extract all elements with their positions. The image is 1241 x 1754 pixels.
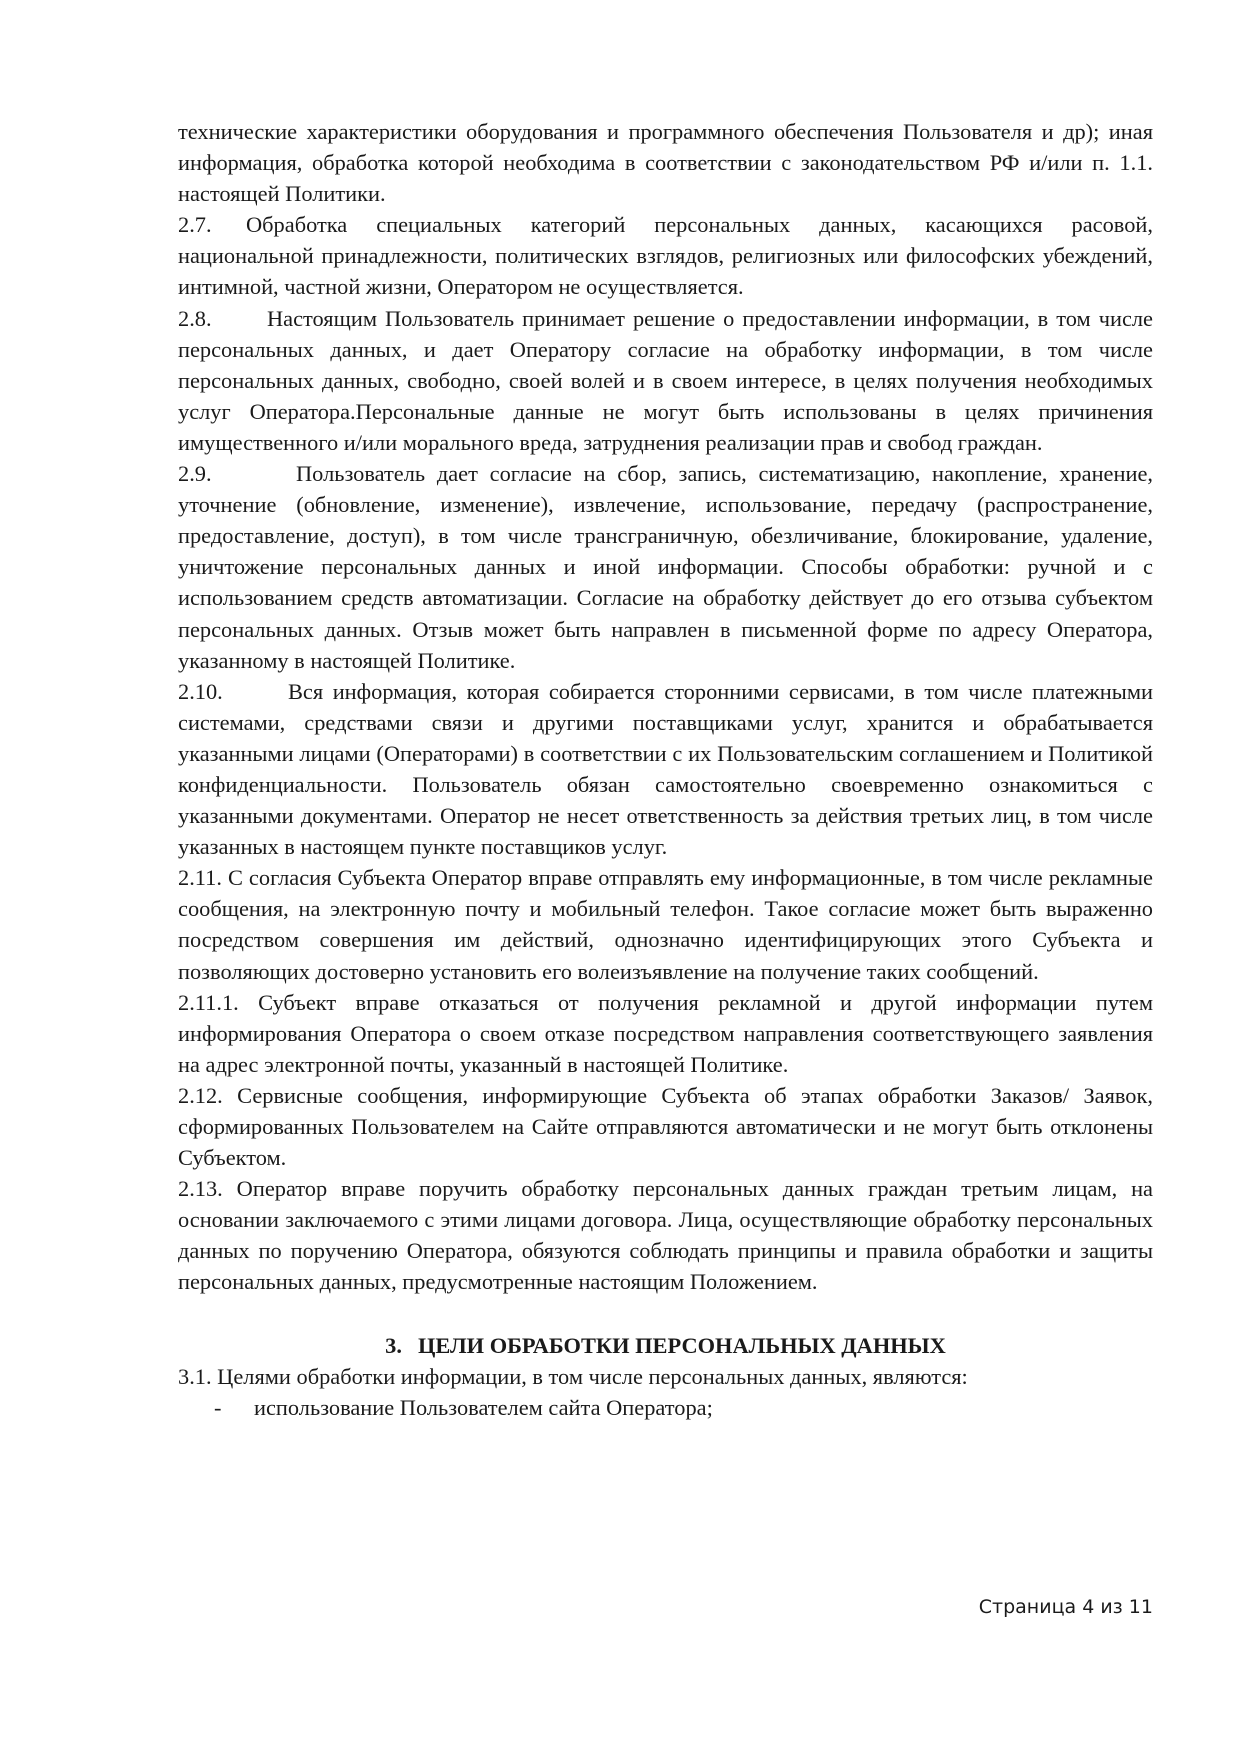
paragraph-number: 2.10. — [178, 678, 223, 704]
paragraph-number: 2.7. — [178, 212, 212, 238]
paragraph-text: 3.1. Целями обработки информации, в том числе персональных данных, являются: — [178, 1363, 968, 1389]
paragraph-number: 2.11. — [178, 865, 222, 891]
paragraph-text: технические характеристики оборудования и программного обеспечения Пользователя и др); иная информация, обработка которой необходима в соответствии с законодательством РФ и/или п. 1.1. настоящей Политики. — [178, 119, 1153, 207]
page-content — [178, 116, 1153, 1423]
paragraph-2-9 — [178, 458, 1153, 676]
section-3-heading — [178, 1330, 1153, 1361]
paragraph-text: Сервисные сообщения, информирующие Субъекта об этапах обработки Заказов/ Заявок, сформированных Пользователем на Сайте отправляются автоматически и не могут быть отклонены Субъектом. — [178, 1082, 1153, 1171]
paragraph-2-12 — [178, 1080, 1153, 1173]
paragraph-number: 2.12. — [178, 1082, 223, 1108]
paragraph-text: Оператор вправе поручить обработку персональных данных граждан третьим лицам, на основании заключаемого с этими лицами договора. Лица, осуществляющие обработку персональных данных по поручению Оператора, обязуются соблюдать принципы и правила обработки и защиты персональных данных, предусмотренные настоящим Положением. — [178, 1176, 1153, 1295]
page-number-footer: Страница 4 из 11 — [978, 1596, 1153, 1618]
section-title: ЦЕЛИ ОБРАБОТКИ ПЕРСОНАЛЬНЫХ ДАННЫХ — [417, 1332, 946, 1358]
paragraph-text: Субъект вправе отказаться от получения рекламной и другой информации путем информирования Оператора о своем отказе посредством направления соответствующего заявления на адрес электронной почты, указанный в настоящей Политике. — [178, 989, 1153, 1077]
paragraph-2-10 — [178, 676, 1153, 863]
paragraph-text: С согласия Субъекта Оператор вправе отправлять ему информационные, в том числе рекламные сообщения, на электронную почту и мобильный телефон. Такое согласие может быть выраженно посредством совершения им действий, однозначно идентифицирующих этого Субъекта и позволяющих достоверно установить его волеизъявление на получение таких сообщений. — [178, 865, 1153, 984]
bullet-dash: - — [214, 1394, 222, 1420]
paragraph-3-1 — [178, 1361, 1153, 1392]
paragraph-text: Вся информация, которая собирается сторонними сервисами, в том числе платежными системами, средствами связи и другими поставщиками услуг, хранится и обрабатывается указанными лицами (Операторами) в соответствии с их Пользовательским соглашением и Политикой конфиденциальности. Пользователь обязан самостоятельно своевременно ознакомиться с указанными документами. Оператор не несет ответственность за действия третьих лиц, в том числе указанных в настоящем пункте поставщиков услуг. — [178, 678, 1153, 860]
paragraph-2-11 — [178, 862, 1153, 986]
paragraph-2-6-continued — [178, 116, 1153, 209]
paragraph-2-11-1 — [178, 987, 1153, 1080]
paragraph-number: 2.13. — [178, 1176, 223, 1202]
paragraph-number: 2.9. — [178, 461, 212, 487]
list-item-text: использование Пользователем сайта Оператора; — [254, 1394, 713, 1420]
paragraph-number: 2.11.1. — [178, 989, 239, 1015]
paragraph-2-13 — [178, 1173, 1153, 1297]
list-item — [178, 1392, 1153, 1423]
paragraph-text: Обработка специальных категорий персональных данных, касающихся расовой, национальной принадлежности, политических взглядов, религиозных или философских убеждений, интимной, частной жизни, Оператором не осуществляется. — [178, 212, 1153, 300]
paragraph-2-8 — [178, 303, 1153, 458]
paragraph-number: 2.8. — [178, 305, 212, 331]
paragraph-text: Пользователь дает согласие на сбор, запись, систематизацию, накопление, хранение, уточнение (обновление, изменение), извлечение, использование, передачу (распространение, предоставление, доступ), в том числе трансграничную, обезличивание, блокирование, удаление, уничтожение персональных данных и иной информации. Способы обработки: ручной и с использованием средств автоматизации. Согласие на обработку действует до его отзыва субъектом персональных данных. Отзыв может быть направлен в письменной форме по адресу Оператора, указанному в настоящей Политике. — [178, 461, 1153, 673]
paragraph-text: Настоящим Пользователь принимает решение о предоставлении информации, в том числе персональных данных, и дает Оператору согласие на обработку информации, в том числе персональных данных, свободно, своей волей и в своем интересе, в целях получения необходимых услуг Оператора.Персональные данные не могут быть использованы в целях причинения имущественного и/или морального вреда, затруднения реализации прав и свобод граждан. — [178, 305, 1153, 455]
section-number: 3. — [385, 1332, 402, 1358]
paragraph-2-7 — [178, 209, 1153, 302]
